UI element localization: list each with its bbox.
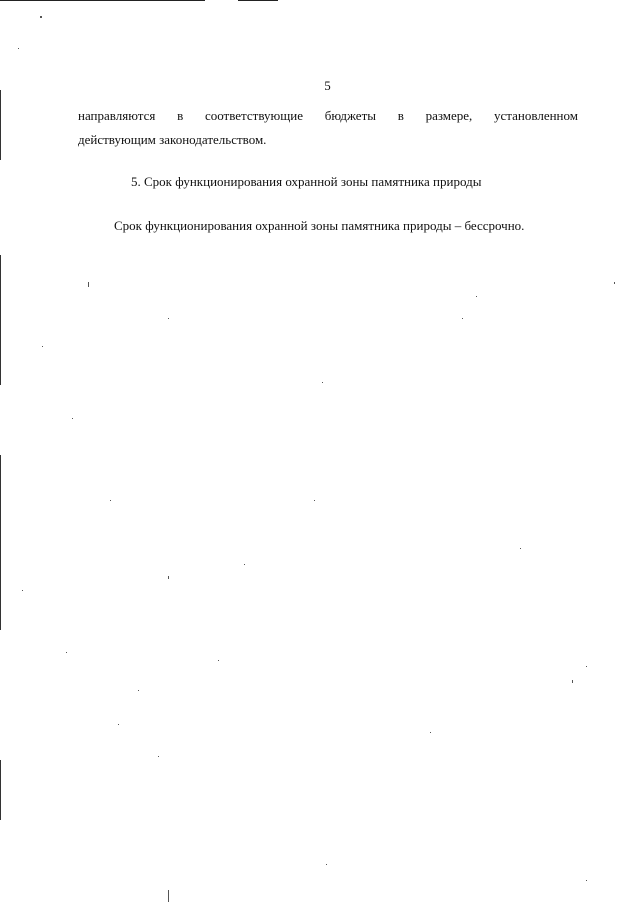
edge-mark: [0, 760, 1, 820]
scan-speck: [572, 680, 573, 683]
scan-speck: [462, 318, 463, 319]
top-scan-rule: [0, 0, 205, 1]
word: в: [397, 108, 404, 123]
word: направляются: [78, 108, 156, 123]
page-number: 5: [324, 78, 331, 93]
scan-speck: [476, 296, 477, 297]
scan-speck: [168, 576, 169, 579]
scan-speck: [586, 880, 587, 881]
scan-speck: [22, 590, 23, 591]
scan-speck: [88, 282, 89, 287]
scan-speck: [326, 864, 327, 865]
scan-speck: [118, 724, 119, 725]
scan-speck: [168, 890, 169, 902]
scan-speck: [586, 666, 587, 667]
section-heading: 5. Срок функционирования охранной зоны памятника природы: [131, 174, 482, 189]
scan-speck: [168, 318, 169, 319]
scan-speck: [614, 282, 615, 284]
scan-speck: [40, 16, 42, 18]
scan-speck: [218, 660, 219, 661]
scan-speck: [158, 756, 159, 757]
scan-speck: [110, 500, 111, 501]
edge-mark: [0, 90, 1, 160]
scan-speck: [520, 548, 521, 549]
section-text: Срок функционирования охранной зоны памятника природы – бессрочно.: [114, 218, 525, 233]
scan-speck: [138, 690, 139, 691]
scan-speck: [18, 48, 19, 49]
scan-speck: [72, 418, 73, 419]
top-scan-rule-2: [238, 0, 278, 1]
scan-speck: [430, 732, 431, 733]
scan-speck: [314, 500, 315, 501]
scan-speck: [244, 564, 245, 565]
paragraph-continuation: [78, 104, 578, 152]
scan-speck: [66, 652, 67, 653]
word: размере,: [425, 108, 473, 123]
word: соответствующие: [204, 108, 303, 123]
edge-mark: [0, 455, 1, 630]
edge-mark: [0, 255, 1, 385]
paragraph-last-line: действующим законодательством.: [78, 132, 267, 147]
scan-speck: [322, 382, 323, 383]
word: бюджеты: [324, 108, 376, 123]
word: в: [177, 108, 184, 123]
word: установленном: [494, 108, 578, 123]
justified-line: [78, 104, 578, 128]
scan-speck: [42, 346, 43, 347]
